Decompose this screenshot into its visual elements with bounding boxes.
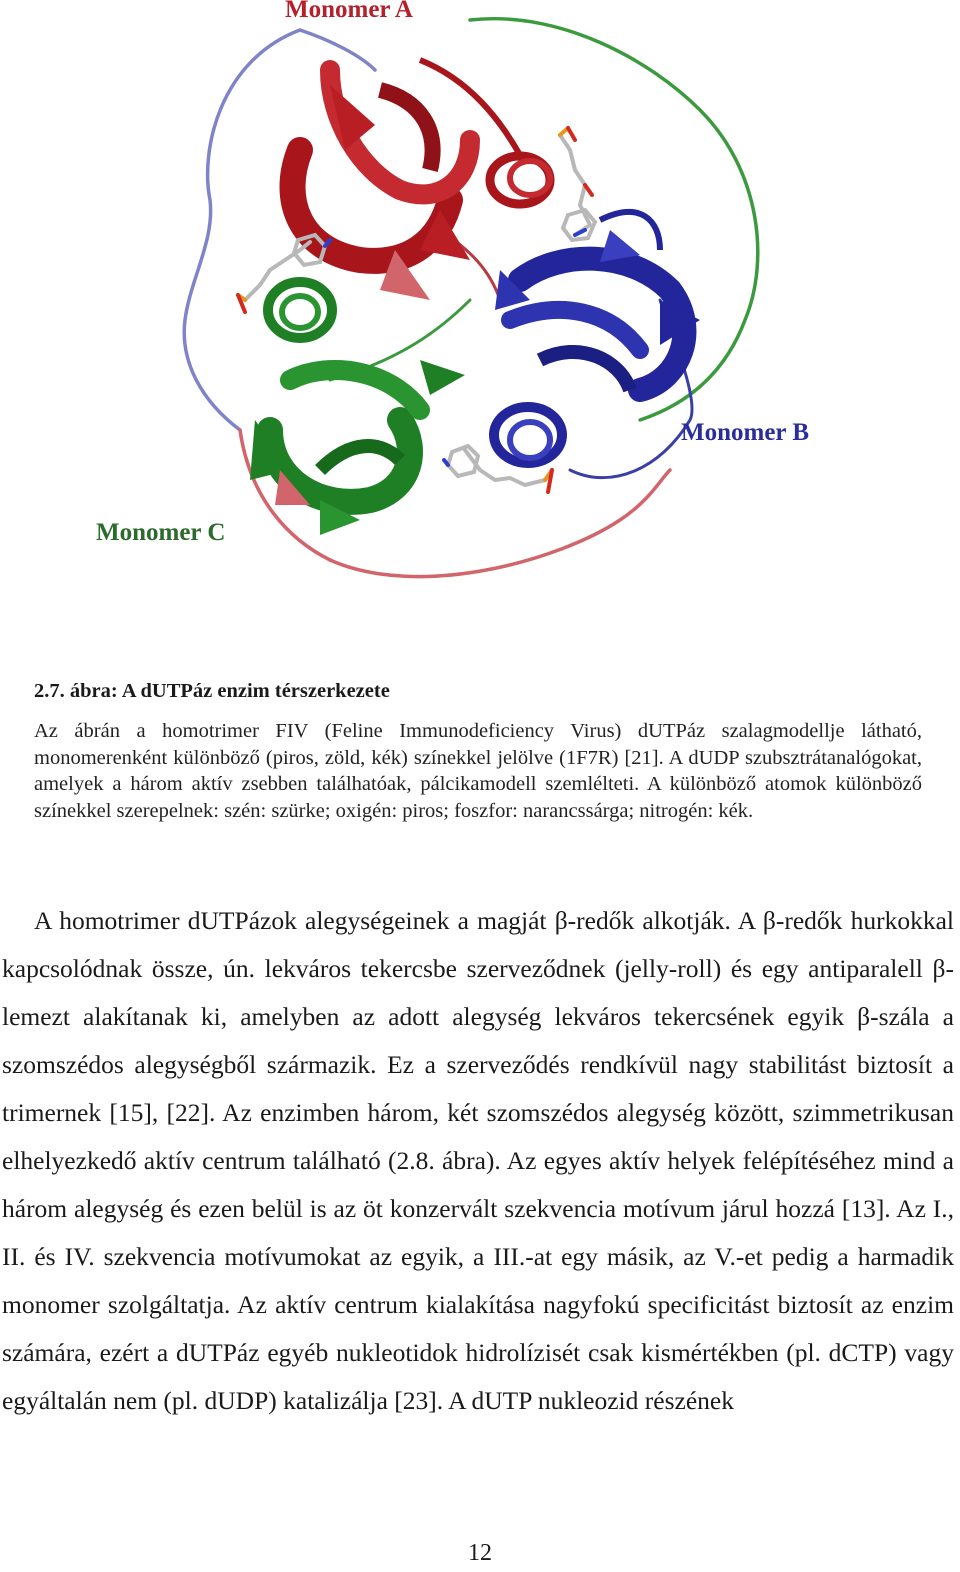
protein-structure-figure — [0, 0, 960, 640]
monomer-c-ribbon — [250, 282, 465, 535]
monomer-b-ribbon — [494, 212, 700, 463]
monomer-b-label: Monomer B — [681, 419, 809, 446]
dudp-ligand-1 — [560, 128, 595, 240]
page-number: 12 — [468, 1540, 492, 1566]
figure-caption-title: 2.7. ábra: A dUTPáz enzim térszerkezete — [34, 680, 390, 702]
monomer-a-ribbon — [293, 60, 551, 300]
figure-caption-text: Az ábrán a homotrimer FIV (Feline Immunodeficiency Virus) dUTPáz szalagmodellje látható, monomerenként különböző (piros, zöld, kék) színekkel jelölve (1F7R) [21]. A dUDP szubsztrátanalógokat, amelyek a három aktív zsebben találhatóak, pálcikamodell szemlélteti. A különböző atomok különböző színekkel szerepelnek: szén: szürke; oxigén: piros; foszfor: narancssárga; nitrogén: kék. — [34, 720, 922, 822]
monomer-a-label: Monomer A — [285, 0, 413, 23]
body-paragraph: A homotrimer dUTPázok alegységeinek a magját β-redők alkotják. A β-redők hurkokkal kapcsolódnak össze, ún. lekváros tekercsbe szerveződnek (jelly-roll) és egy antiparalell β-lemezt alakítanak ki, amelyben az adott alegység lekváros tekercsének egyik β-szála a szomszédos alegységből származik. Ez a szerveződés rendkívül nagy stabilitást biztosít a trimernek [15], [22]. Az enzimben három, két szomszédos alegység között, szimmetrikusan elhelyezkedő aktív centrum található (2.8. ábra). Az egyes aktív helyek felépítéséhez mind a három alegység és ezen belül is az öt konzervált szekvencia motívum járul hozzá [13]. Az I., II. és IV. szekvencia motívumokat az egyik, a III.-at egy másik, az V.-et pedig a harmadik monomer szolgáltatja. Az aktív centrum kialakítása nagyfokú specificitást biztosít az enzim számára, ezért a dUTPáz egyéb nukleotidok hidrolízisét csak kismértékben (pl. dCTP) vagy egyáltalán nem (pl. dUDP) katalizálja [23]. A dUTP nukleozid részének — [2, 906, 954, 1415]
monomer-b-coil — [184, 30, 300, 430]
monomer-c-label: Monomer C — [96, 519, 226, 546]
